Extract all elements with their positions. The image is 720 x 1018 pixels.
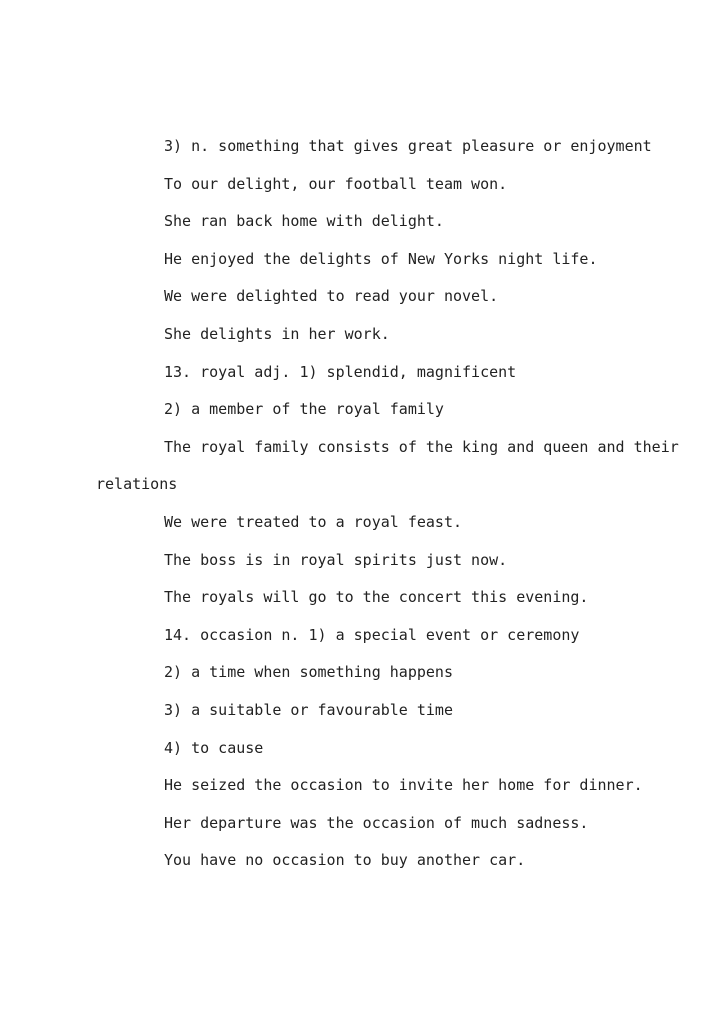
text-line: 14. occasion n. 1) a special event or ceremony	[164, 625, 580, 644]
text-line: 2) a time when something happens	[164, 663, 453, 682]
text-line: She delights in her work.	[164, 324, 390, 343]
text-line: He seized the occasion to invite her home for dinner.	[164, 776, 643, 795]
text-line-continuation: relations	[96, 475, 178, 494]
text-line: 3) a suitable or favourable time	[164, 700, 453, 719]
text-line: 4) to cause	[164, 738, 264, 757]
text-line: The boss is in royal spirits just now.	[164, 550, 508, 569]
text-line: The royal family consists of the king and queen and their	[164, 437, 679, 456]
text-line: The royals will go to the concert this evening.	[164, 588, 589, 607]
text-line: He enjoyed the delights of New Yorks night life.	[164, 249, 598, 268]
text-line: To our delight, our football team won.	[164, 174, 508, 193]
text-line: She ran back home with delight.	[164, 212, 444, 231]
text-line: 13. royal adj. 1) splendid, magnificent	[164, 362, 517, 381]
text-line: You have no occasion to buy another car.	[164, 851, 526, 870]
text-line: 2) a member of the royal family	[164, 400, 444, 419]
text-line: Her departure was the occasion of much sadness.	[164, 813, 589, 832]
text-line: We were delighted to read your novel.	[164, 287, 499, 306]
document-body	[96, 128, 679, 880]
text-line: We were treated to a royal feast.	[164, 512, 463, 531]
text-line: 3) n. something that gives great pleasure or enjoyment	[164, 137, 652, 155]
